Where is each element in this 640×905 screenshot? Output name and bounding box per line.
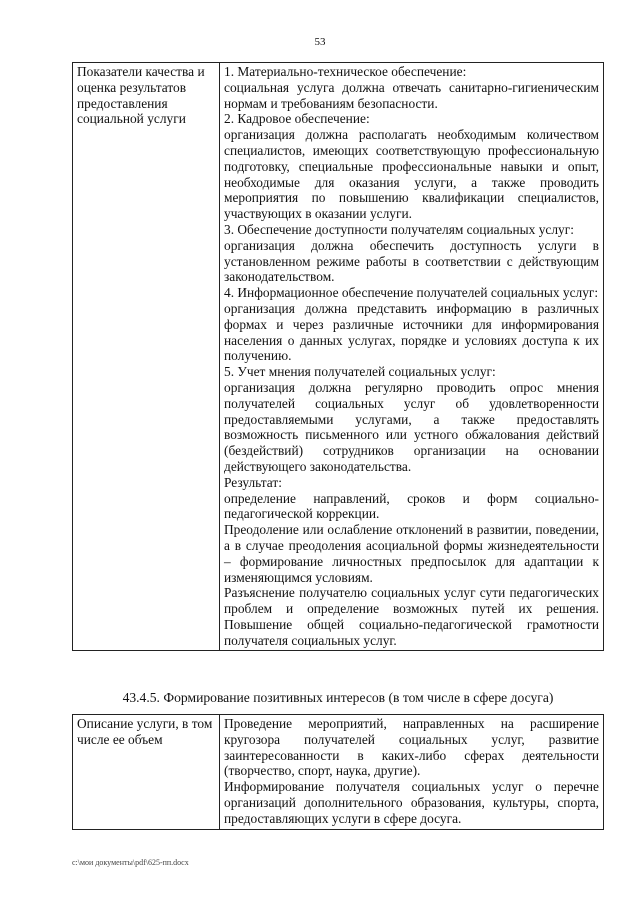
paragraph: организация должна располагать необходимым количеством специалистов, имеющих соответствующую профессиональную подготовку, специальные профессиональные навыки и опыт, необходимые для оказания услуги, а также проводить мероприятия по повышению квалификации специалистов, участвующих в оказании услуги.: [224, 127, 599, 222]
paragraph: Разъяснение получателю социальных услуг сути педагогических проблем и определение возможных путей их решения. Повышение общей социально-педагогической грамотности получателя социальных услуг.: [224, 585, 599, 648]
paragraph: определение направлений, сроков и форм социально-педагогической коррекции.: [224, 490, 599, 522]
paragraph: организация должна представить информацию в различных формах и через различные источники для информирования населения о данных услугах, порядке и условиях доступа к их получению.: [224, 300, 599, 364]
service-description-table: [72, 714, 604, 830]
paragraph: организация должна регулярно проводить опрос мнения получателей социальных услуг об удовлетворенности предоставляемыми услугами, а также предоставлять возможность письменного или устного обжалования действий (бездействий) сотрудников организации на основании действующего законодательства.: [224, 379, 599, 474]
footer-file-path: c:\мои документы\pdf\625-пп.docx: [72, 858, 189, 867]
row-content: [220, 715, 604, 830]
paragraph: 2. Кадровое обеспечение:: [224, 111, 370, 127]
section-heading: 43.4.5. Формирование позитивных интересов (в том числе в сфере досуга): [122, 690, 554, 705]
row-label: Описание услуги, в том числе ее объем: [73, 715, 220, 830]
paragraph: организация должна обеспечить доступность услуги в установленном режиме работы в соответствии с действующим законодательством.: [224, 237, 599, 285]
quality-indicators-table: [72, 62, 604, 651]
paragraph: Информирование получателя социальных услуг о перечне организаций дополнительного образования, культуры, спорта, предоставляющих услуги в сфере досуга.: [224, 779, 599, 826]
paragraph: 1. Материально-техническое обеспечение:: [224, 64, 467, 79]
paragraph: Результат:: [224, 474, 282, 490]
row-content: [220, 63, 604, 651]
paragraph: 3. Обеспечение доступности получателям социальных услуг:: [224, 221, 574, 237]
paragraph: социальная услуга должна отвечать санитарно-гигиеническим нормам и требованиям безопасности.: [224, 79, 599, 111]
paragraph: 5. Учет мнения получателей социальных услуг:: [224, 364, 496, 380]
paragraph: Преодоление или ослабление отклонений в развитии, поведении, а в случае преодоления асоциальной формы жизнедеятельности – формирование личностных предпосылок для адаптации к изменяющимся условиям.: [224, 522, 599, 585]
page-number: 53: [314, 36, 326, 48]
paragraph: 4. Информационное обеспечение получателей социальных услуг:: [224, 285, 599, 301]
row-label: Показатели качества и оценка результатов предоставления социальной услуги: [73, 63, 220, 651]
paragraph: Проведение мероприятий, направленных на расширение кругозора получателей социальных услуг, развитие заинтересованности в каких-либо сферах деятельности (творчество, спорт, наука, другие).: [224, 716, 599, 779]
table-row: [73, 715, 604, 830]
table-row: [73, 63, 604, 651]
